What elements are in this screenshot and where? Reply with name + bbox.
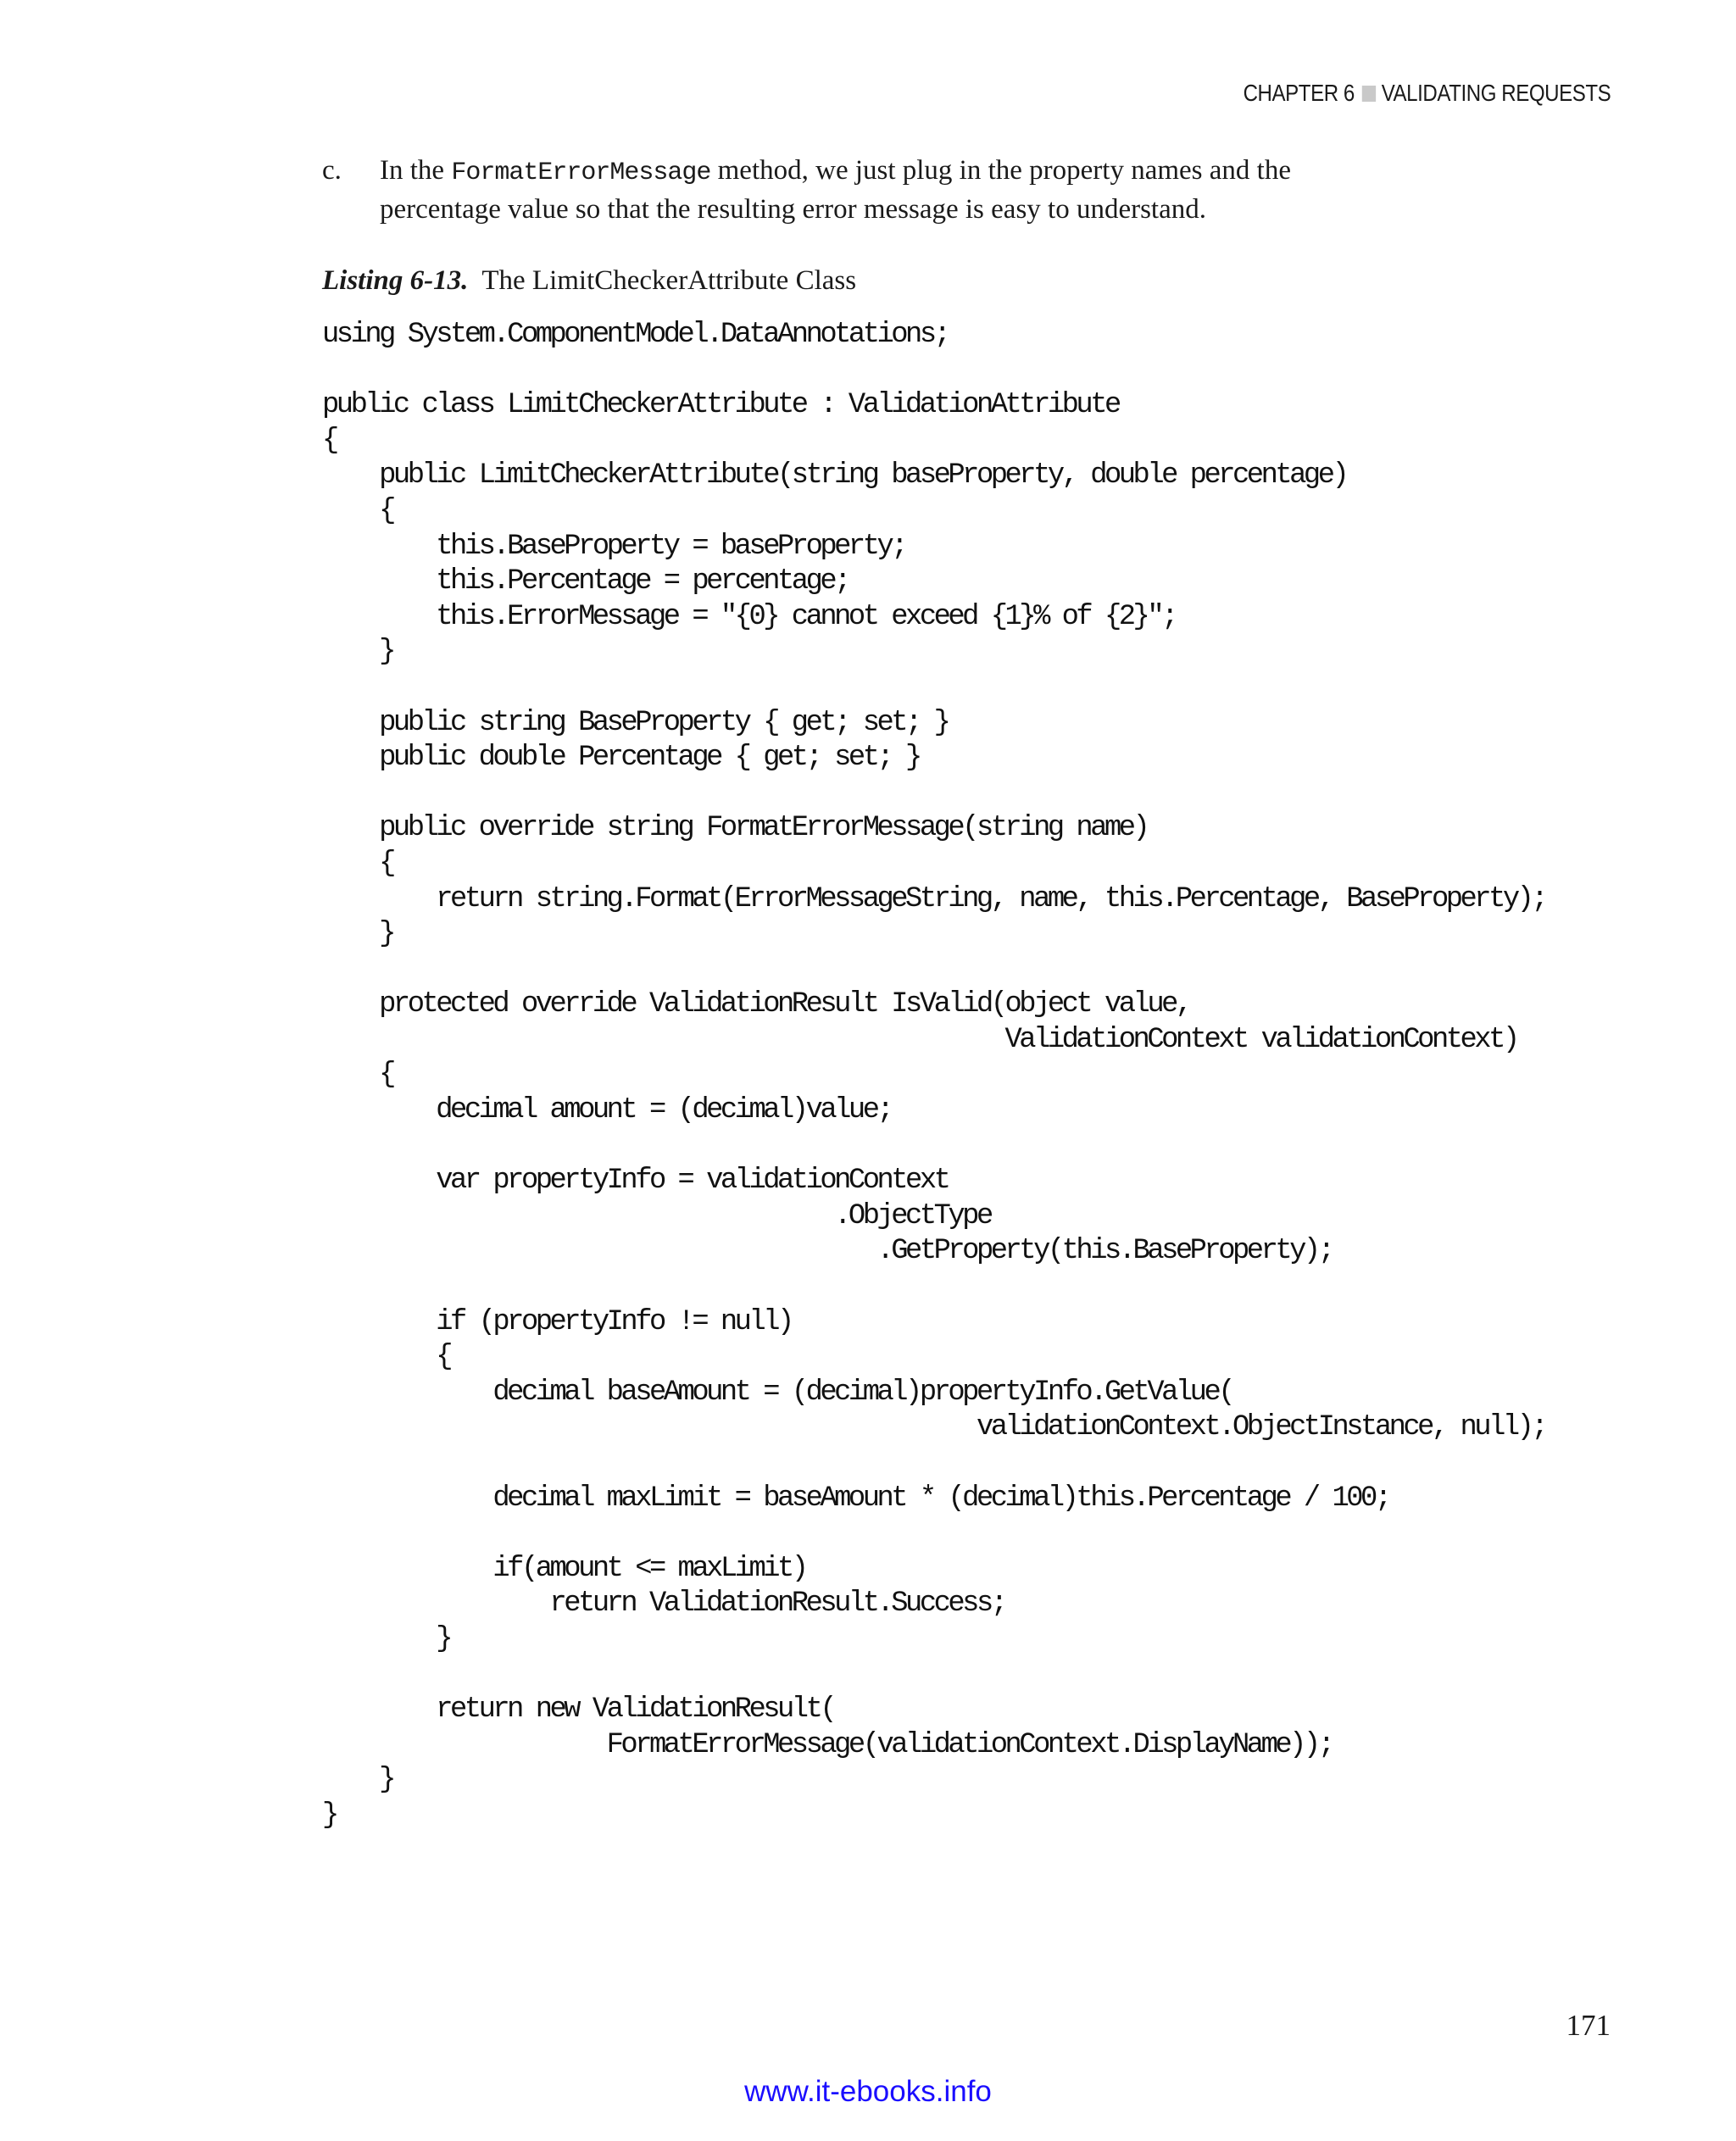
code-line xyxy=(322,670,1545,706)
listing-caption xyxy=(322,265,856,297)
code-line: if(amount <= maxLimit) xyxy=(322,1552,806,1585)
code-line: ValidationContext validationContext) xyxy=(322,1023,1517,1056)
code-line: } xyxy=(322,918,393,951)
code-line: this.Percentage = percentage; xyxy=(322,565,849,598)
code-line xyxy=(322,353,1545,389)
code-line: public class LimitCheckerAttribute : ValidationAttribute xyxy=(322,389,1119,422)
header-separator-square xyxy=(1361,86,1375,102)
chapter-label: CHAPTER 6 xyxy=(1243,80,1355,106)
code-line: public double Percentage { get; set; } xyxy=(322,742,920,775)
code-line: } xyxy=(322,1622,451,1655)
running-head xyxy=(1243,80,1611,107)
code-line: this.BaseProperty = baseProperty; xyxy=(322,530,906,563)
section-title: VALIDATING REQUESTS xyxy=(1381,80,1611,106)
code-line xyxy=(322,1516,1545,1552)
list-item-line-2: percentage value so that the resulting error message is easy to understand. xyxy=(380,194,1206,225)
code-line: decimal baseAmount = (decimal)propertyInfo.GetValue( xyxy=(322,1376,1233,1409)
code-line xyxy=(322,953,1545,988)
code-line: { xyxy=(322,424,337,457)
code-line: decimal maxLimit = baseAmount * (decimal)this.Percentage / 100; xyxy=(322,1482,1389,1515)
code-line: } xyxy=(322,1764,393,1797)
footer-link[interactable]: www.it-ebooks.info xyxy=(744,2075,992,2108)
code-line: .ObjectType xyxy=(322,1199,991,1232)
text-before-code: In the xyxy=(380,155,452,186)
code-line: validationContext.ObjectInstance, null); xyxy=(322,1411,1546,1444)
code-line: { xyxy=(322,1059,393,1092)
code-line xyxy=(322,776,1545,812)
code-line: using System.ComponentModel.DataAnnotations; xyxy=(322,319,949,351)
code-line: public string BaseProperty { get; set; } xyxy=(322,706,949,739)
code-line: } xyxy=(322,1799,337,1832)
code-line: this.ErrorMessage = "{0} cannot exceed {1}% of {2}"; xyxy=(322,600,1176,633)
text-after-code: method, we just plug in the property names and the xyxy=(710,155,1291,186)
code-line xyxy=(322,1270,1545,1305)
code-line xyxy=(322,1658,1545,1693)
list-item-line-1 xyxy=(380,153,1291,192)
code-line: public override string FormatErrorMessage(string name) xyxy=(322,812,1148,845)
code-line: return new ValidationResult( xyxy=(322,1693,835,1727)
listing-label: Listing 6-13. xyxy=(322,265,469,296)
code-line: FormatErrorMessage(validationContext.DisplayName)); xyxy=(322,1728,1333,1761)
code-line: { xyxy=(322,494,393,527)
code-line: decimal amount = (decimal)value; xyxy=(322,1094,892,1127)
code-line: protected override ValidationResult IsValid(object value, xyxy=(322,988,1190,1021)
listing-title: The LimitCheckerAttribute Class xyxy=(481,265,857,296)
code-line: .GetProperty(this.BaseProperty); xyxy=(322,1235,1333,1268)
inline-code: FormatErrorMessage xyxy=(451,158,711,187)
list-marker: c. xyxy=(322,155,342,186)
code-listing xyxy=(322,318,1545,1834)
code-line: return string.Format(ErrorMessageString, name, this.Percentage, BaseProperty); xyxy=(322,882,1546,915)
code-line: public LimitCheckerAttribute(string baseProperty, double percentage) xyxy=(322,459,1347,492)
code-line: { xyxy=(322,1341,451,1374)
code-line xyxy=(322,1446,1545,1482)
code-line xyxy=(322,1129,1545,1165)
code-line: return ValidationResult.Success; xyxy=(322,1588,1005,1621)
code-line: if (propertyInfo != null) xyxy=(322,1305,792,1338)
code-line: var propertyInfo = validationContext xyxy=(322,1165,949,1198)
code-line: { xyxy=(322,847,393,880)
code-line: } xyxy=(322,636,393,669)
list-item-text xyxy=(380,153,1291,228)
page-number: 171 xyxy=(1566,2009,1611,2042)
